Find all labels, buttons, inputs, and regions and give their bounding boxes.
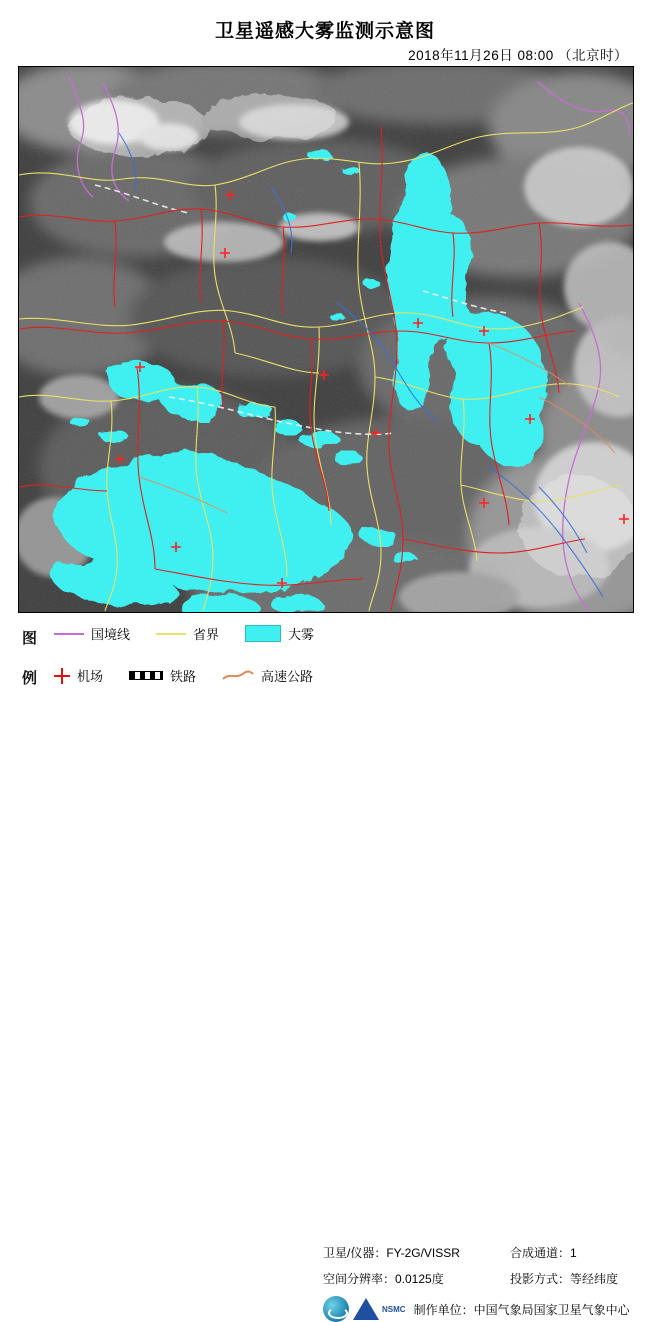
legend-label-fog: 大雾: [288, 627, 315, 642]
organization-logo: [323, 1296, 630, 1322]
maker-label: 制作单位：中国气象局国家卫星气象中心: [413, 1302, 630, 1317]
legend-label-border: 国境线: [91, 627, 131, 642]
fog-area-icon: [245, 625, 281, 642]
nsmc-logo-text: NSMC: [382, 1304, 406, 1314]
cma-logo-icon: [323, 1296, 349, 1322]
legend: [18, 620, 632, 1317]
meta-resolution: 空间分辨率：0.0125度: [323, 1272, 444, 1286]
highway-icon: [222, 670, 254, 682]
legend-label-railway: 铁路: [170, 669, 197, 684]
satellite-map[interactable]: [18, 66, 634, 613]
meta-channel: 合成通道：1: [510, 1246, 577, 1260]
airport-cross-icon: [54, 668, 70, 684]
legend-label-2: 例: [22, 670, 38, 687]
page-title: 卫星遥感大雾监测示意图: [214, 21, 435, 42]
border-line-icon: [54, 633, 84, 635]
map-canvas: [19, 67, 633, 612]
railway-icon: [129, 671, 163, 680]
legend-item-province: [156, 624, 219, 643]
legend-item-fog: [245, 624, 314, 643]
nsmc-logo-icon: [353, 1298, 379, 1320]
meta-projection: 投影方式：等经纬度: [510, 1272, 619, 1286]
legend-item-border: [54, 624, 130, 643]
bottom-spacer: [0, 706, 650, 716]
legend-item-airport: [54, 666, 103, 685]
legend-item-highway: [222, 666, 313, 685]
legend-label-highway: 高速公路: [261, 669, 314, 684]
legend-label-province: 省界: [193, 627, 220, 642]
legend-item-railway: [129, 666, 196, 685]
legend-label-airport: 机场: [77, 669, 104, 684]
legend-label-1: 图: [22, 630, 38, 647]
meta-satellite: 卫星/仪器：FY-2G/VISSR: [323, 1246, 460, 1260]
province-line-icon: [156, 633, 186, 635]
timestamp-label: 2018年11月26日 08:00 （北京时）: [408, 48, 628, 63]
